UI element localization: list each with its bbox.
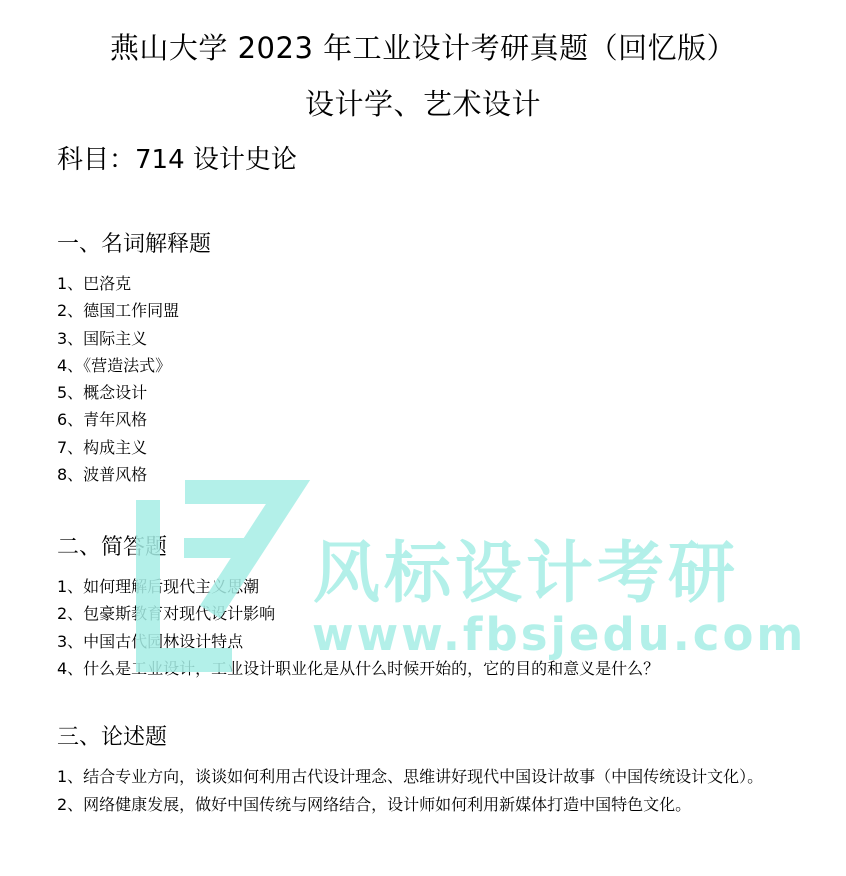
list-item: 8、波普风格 bbox=[57, 465, 148, 485]
list-item: 3、中国古代园林设计特点 bbox=[57, 631, 244, 651]
section-heading: 三、论述题 bbox=[57, 725, 168, 750]
list-item: 3、国际主义 bbox=[57, 328, 148, 348]
list-item: 2、网络健康发展，做好中国传统与网络结合，设计师如何利用新媒体打造中国特色文化。 bbox=[57, 794, 692, 814]
document-subtitle: 设计学、艺术设计 bbox=[304, 87, 541, 121]
list-item: 1、如何理解后现代主义思潮 bbox=[57, 577, 260, 596]
list-item: 4、《营造法式》 bbox=[57, 355, 172, 375]
list-item: 1、结合专业方向，谈谈如何利用古代设计理念、思维讲好现代中国设计故事（中国传统设计文化）。 bbox=[57, 767, 764, 786]
list-item: 4、什么是工业设计，工业设计职业化是从什么时候开始的，它的目的和意义是什么？ bbox=[57, 658, 660, 678]
section-heading: 一、名词解释题 bbox=[57, 232, 212, 257]
list-item: 2、包豪斯教育对现代设计影响 bbox=[57, 604, 276, 624]
section-short-answer bbox=[57, 533, 817, 682]
list-item: 7、构成主义 bbox=[57, 437, 148, 457]
section-term-definitions bbox=[57, 230, 817, 488]
list-item: 6、青年风格 bbox=[57, 410, 148, 430]
list-item: 1、巴洛克 bbox=[57, 274, 132, 293]
list-item: 2、德国工作同盟 bbox=[57, 301, 180, 321]
watermark-brand: 风标设计考研 bbox=[313, 534, 739, 612]
section-heading: 二、简答题 bbox=[57, 535, 168, 560]
section-essay bbox=[57, 723, 817, 818]
document-title: 燕山大学 2023 年工业设计考研真题（回忆版） bbox=[109, 31, 737, 65]
list-item: 5、概念设计 bbox=[57, 383, 148, 403]
subject-line: 科目：714 设计史论 bbox=[57, 145, 297, 175]
watermark-url: www.fbsjedu.com bbox=[312, 608, 807, 661]
